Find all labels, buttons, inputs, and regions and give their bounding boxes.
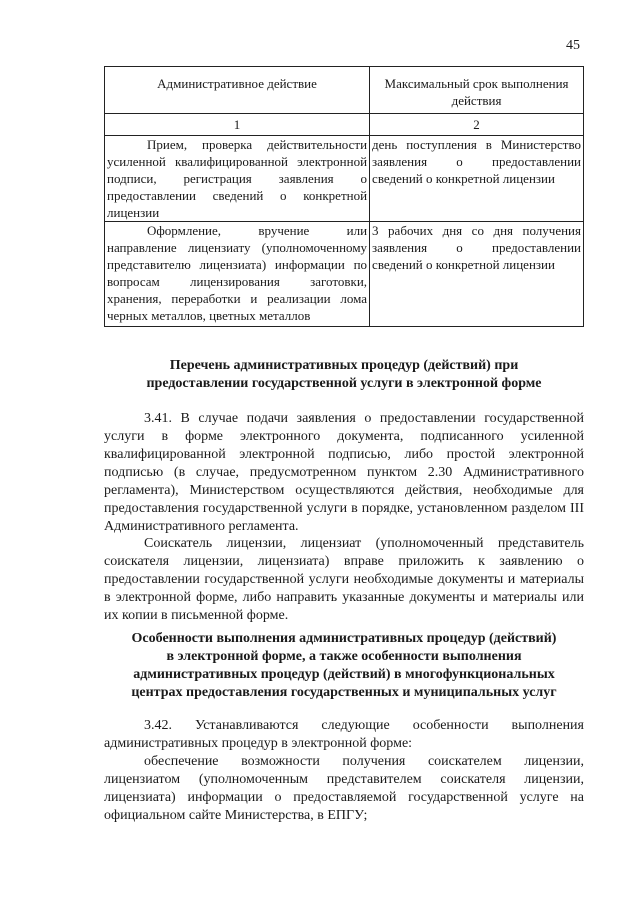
table-row — [105, 222, 584, 327]
action-cell: Прием, проверка действительности усиленной квалифицированной электронной подписи, регистрация заявления о предоставлении сведений о конкретной лицензии — [105, 136, 370, 222]
title-line: в электронной форме, а также особенности выполнения — [166, 649, 522, 664]
table-header-row — [105, 67, 584, 114]
title-line: центрах предоставления государственных и муниципальных услуг — [131, 685, 557, 700]
action-cell: Оформление, вручение или направление лицензиату (уполномоченному представителю лицензиата) информации по вопросам лицензирования заготовки, хранения, переработки и реализации лома черных металлов, цветных металлов — [105, 222, 370, 327]
section-title-electronic-procedures — [104, 357, 584, 393]
paragraph-info-access: обеспечение возможности получения соискателем лицензии, лицензиатом (уполномоченным представителем соискателя лицензии, лицензиата) информации о предоставляемой государственной услуге на официальном сайте Министерства, в ЕПГУ; — [104, 754, 584, 823]
deadline-cell: день поступления в Министерство заявления о предоставлении сведений о конкретной лицензии — [370, 136, 584, 222]
actions-table — [104, 66, 584, 327]
table-row — [105, 136, 584, 222]
column-number-2: 2 — [370, 114, 584, 136]
title-line: Особенности выполнения административных процедур (действий) — [131, 631, 557, 646]
paragraph-applicant-attachments: Соискатель лицензии, лицензиат (уполномоченный представитель соискателя лицензии, лицензиата) вправе приложить к заявлению о предоставлении государственной услуги необходимые документы и материалы в электронной форме, либо направить указанные документы и материалы или их копии в письменной форме. — [104, 536, 584, 623]
column-number-1: 1 — [105, 114, 370, 136]
title-line: Перечень административных процедур (действий) при — [169, 358, 519, 373]
deadline-cell: 3 рабочих дня со дня получения заявления о предоставлении сведений о конкретной лицензии — [370, 222, 584, 327]
title-line: предоставлении государственной услуги в электронной форме — [146, 376, 542, 391]
paragraph-3-42: 3.42. Устанавливаются следующие особенности выполнения административных процедур в электронной форме: — [104, 718, 584, 751]
page-number: 45 — [566, 38, 580, 53]
table-number-row — [105, 114, 584, 136]
paragraph-3-41: 3.41. В случае подачи заявления о предоставлении государственной услуги в форме электронного документа, подписанного усиленной квалифицированной электронной подписью, либо простой электронной подписью (в случае, предусмотренном пунктом 2.30 Административного регламента), Министерством осуществляются действия, необходимые для предоставления государственной услуги в порядке, установленном разделом III Административного регламента. — [104, 411, 584, 534]
header-deadline: Максимальный срок выполнения действия — [370, 67, 584, 114]
header-action: Административное действие — [105, 67, 370, 114]
section-title-mfc-procedures — [104, 630, 584, 702]
title-line: административных процедур (действий) в многофункциональных — [133, 667, 555, 682]
